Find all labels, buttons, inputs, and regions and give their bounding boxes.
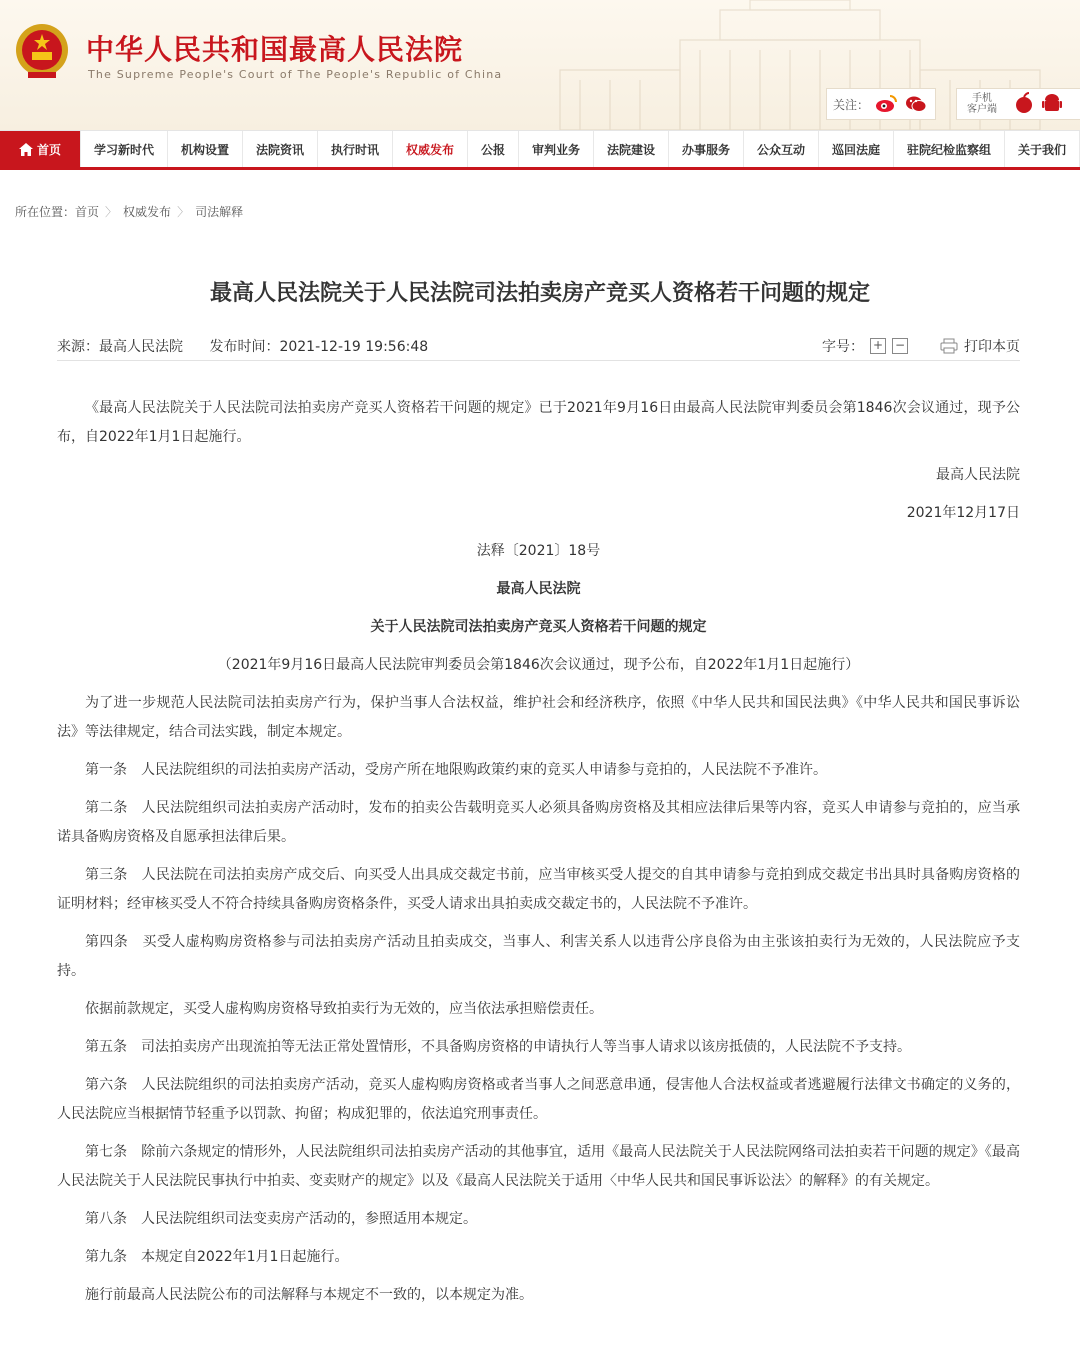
article-meta <box>57 330 1020 361</box>
nav-item-trial-business[interactable]: 审判业务 <box>519 131 594 167</box>
breadcrumb-release[interactable]: 权威发布 <box>123 205 172 219</box>
nav-item-enforcement[interactable]: 执行时讯 <box>318 131 393 167</box>
issue-date: 2021年12月17日 <box>906 505 1020 521</box>
article-paragraph: 依据前款规定，买受人虚构购房资格导致拍卖行为无效的，应当依法承担赔偿责任。 <box>85 1001 603 1017</box>
breadcrumb: 所在位置：首页 〉 权威发布 〉 司法解释 <box>15 205 244 219</box>
follow-label: 关注： <box>833 97 870 112</box>
apple-icon[interactable] <box>1013 92 1035 117</box>
article-content <box>57 394 1020 1319</box>
breadcrumb-home[interactable]: 首页 <box>75 205 100 219</box>
article-clause: 第六条 人民法院组织的司法拍卖房产活动，竞买人虚构购房资格或者当事人之间恶意串通，侵害他人合法权益或者逃避履行法律文书确定的义务的，人民法院应当根据情节轻重予以罚款、拘留；构成犯罪的，依法追究刑事责任。 <box>57 1077 1020 1122</box>
regulation-issuer: 最高人民法院 <box>496 581 581 597</box>
article-source: 来源：最高人民法院 <box>57 339 183 355</box>
nav-item-public-interaction[interactable]: 公众互动 <box>744 131 819 167</box>
regulation-title: 关于人民法院司法拍卖房产竞买人资格若干问题的规定 <box>370 619 707 635</box>
nav-item-about[interactable]: 关于我们 <box>1005 131 1080 167</box>
adoption-note: （2021年9月16日最高人民法院审判委员会第1846次会议通过，现予公布，自2022年1月1日起施行） <box>217 657 860 673</box>
printer-icon[interactable] <box>940 338 958 354</box>
nav-item-organization[interactable]: 机构设置 <box>168 131 243 167</box>
weibo-icon[interactable] <box>873 91 899 117</box>
nav-item-home[interactable]: 首页 <box>0 131 81 167</box>
nav-item-court-news[interactable]: 法院资讯 <box>243 131 318 167</box>
main-nav <box>0 130 1080 170</box>
national-emblem-icon <box>14 22 70 82</box>
issuer-signature: 最高人民法院 <box>936 467 1020 483</box>
document-number: 法释〔2021〕18号 <box>476 543 601 559</box>
breadcrumb-judicial-interpretation[interactable]: 司法解释 <box>195 205 244 219</box>
article-paragraph: 为了进一步规范人民法院司法拍卖房产行为，保护当事人合法权益，维护社会和经济秩序，依照《中华人民共和国民法典》《中华人民共和国民事诉讼法》等法律规定，结合司法实践，制定本规定。 <box>57 695 1020 740</box>
article-paragraph: 施行前最高人民法院公布的司法解释与本规定不一致的，以本规定为准。 <box>85 1287 533 1303</box>
font-increase-button[interactable]: + <box>870 338 886 354</box>
article-clause: 第七条 除前六条规定的情形外，人民法院组织司法拍卖房产活动的其他事宜，适用《最高人民法院关于人民法院网络司法拍卖若干问题的规定》《最高人民法院关于人民法院民事执行中拍卖、变卖财产的规定》以及《最高人民法院关于适用〈中华人民共和国民事诉讼法〉的解释》的有关规定。 <box>57 1144 1020 1189</box>
article-clause: 第二条 人民法院组织司法拍卖房产活动时，发布的拍卖公告载明竞买人必须具备购房资格及其相应法律后果等内容，竞买人申请参与竞拍的，应当承诺具备购房资格及自愿承担法律后果。 <box>57 800 1020 845</box>
android-icon[interactable] <box>1041 92 1063 117</box>
breadcrumb-prefix: 所在位置： <box>15 205 76 219</box>
nav-item-services[interactable]: 办事服务 <box>669 131 744 167</box>
nav-item-gazette[interactable]: 公报 <box>468 131 519 167</box>
nav-item-court-construction[interactable]: 法院建设 <box>594 131 669 167</box>
wechat-icon[interactable] <box>903 91 929 117</box>
article-clause: 第八条 人民法院组织司法变卖房产活动的，参照适用本规定。 <box>85 1211 477 1227</box>
article-clause: 第五条 司法拍卖房产出现流拍等无法正常处置情形，不具备购房资格的申请执行人等当事人请求以该房抵债的，人民法院不予支持。 <box>85 1039 911 1055</box>
nav-item-discipline[interactable]: 驻院纪检监察组 <box>894 131 1005 167</box>
nav-item-study[interactable]: 学习新时代 <box>81 131 168 167</box>
mobile-client-label: 手机 客户端 <box>967 93 997 115</box>
article-clause: 第一条 人民法院组织的司法拍卖房产活动，受房产所在地限购政策约束的竞买人申请参与竞拍的，人民法院不予准许。 <box>85 762 827 778</box>
nav-item-authoritative-release[interactable]: 权威发布 <box>393 131 468 167</box>
site-header <box>0 0 1080 130</box>
home-icon <box>19 143 33 156</box>
nav-item-circuit-court[interactable]: 巡回法庭 <box>819 131 894 167</box>
font-size-label: 字号： <box>822 339 864 355</box>
article-clause: 第三条 人民法院在司法拍卖房产成交后、向买受人出具成交裁定书前，应当审核买受人提交的自其申请参与竞拍到成交裁定书出具时具备购房资格的证明材料；经审核买受人不符合持续具备购房资格条件，买受人请求出具拍卖成交裁定书的，人民法院不予准许。 <box>57 867 1020 912</box>
site-title[interactable]: 中华人民共和国最高人民法院 <box>86 33 464 66</box>
mobile-client-bar[interactable] <box>956 88 1080 120</box>
print-page-link[interactable]: 打印本页 <box>964 339 1020 355</box>
article-clause: 第四条 买受人虚构购房资格参与司法拍卖房产活动且拍卖成交，当事人、利害关系人以违背公序良俗为由主张该拍卖行为无效的，人民法院应予支持。 <box>57 934 1020 979</box>
site-subtitle: The Supreme People's Court of The People's Republic of China <box>88 68 503 81</box>
follow-bar <box>826 88 936 120</box>
article-clause: 第九条 本规定自2022年1月1日起施行。 <box>85 1249 349 1265</box>
article-title: 最高人民法院关于人民法院司法拍卖房产竞买人资格若干问题的规定 <box>209 281 870 306</box>
article-time: 发布时间：2021-12-19 19:56:48 <box>209 339 429 355</box>
article-paragraph: 《最高人民法院关于人民法院司法拍卖房产竞买人资格若干问题的规定》已于2021年9月16日由最高人民法院审判委员会第1846次会议通过，现予公布，自2022年1月1日起施行。 <box>57 400 1020 445</box>
font-decrease-button[interactable]: − <box>892 338 908 354</box>
